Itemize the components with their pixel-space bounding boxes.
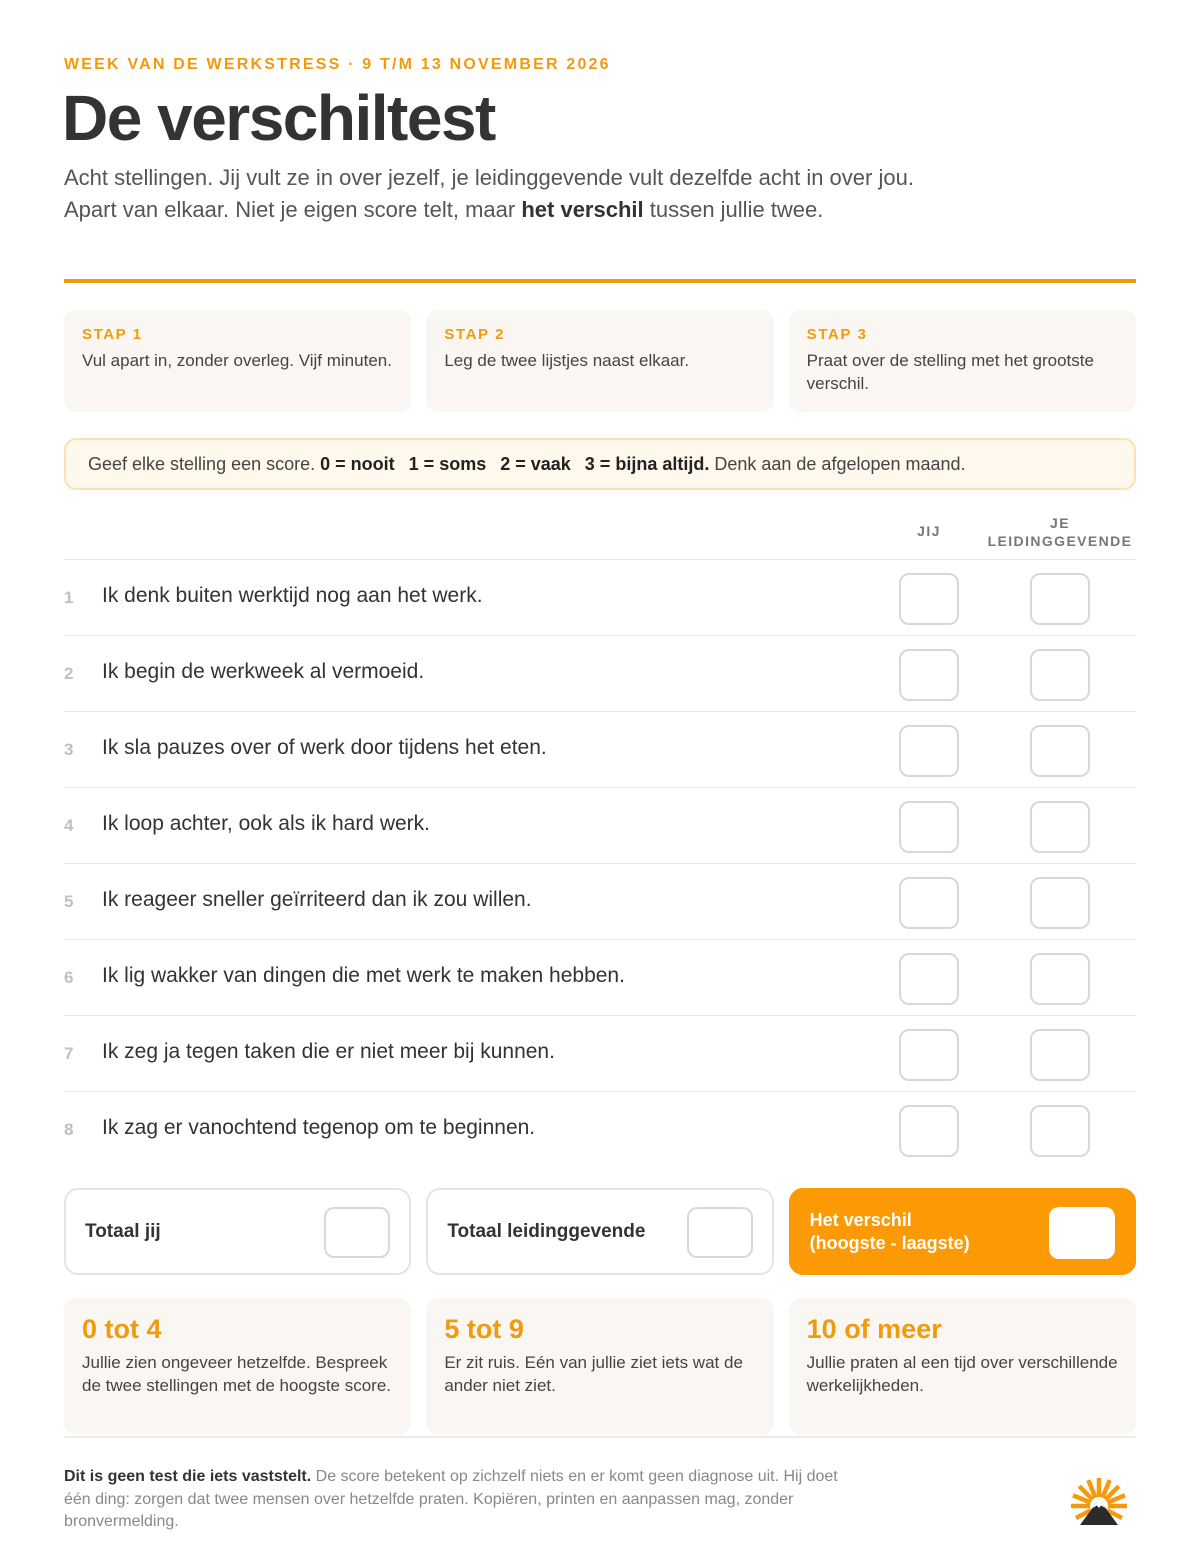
step-text: Leg de twee lijstjes naast elkaar. xyxy=(444,351,690,370)
footer-bold: Dit is geen test die iets vaststelt. xyxy=(64,1468,312,1485)
range-card xyxy=(789,1298,1136,1435)
total-self-label: Totaal jij xyxy=(85,1220,161,1242)
total-difference-line2: (hoogste - laagste) xyxy=(809,1232,970,1253)
page-title: De verschiltest xyxy=(62,82,495,154)
column-header-manager-line2: LEIDINGGEVENDE xyxy=(987,533,1133,549)
range-text: Jullie praten al een tijd over verschillende werkelijkheden. xyxy=(806,1353,1118,1395)
legend-scale-1: 1 = soms xyxy=(408,453,487,474)
column-header-manager xyxy=(980,514,1140,550)
range-card xyxy=(64,1298,411,1435)
total-manager xyxy=(426,1188,773,1275)
statement-text: Ik begin de werkweek al vermoeid. xyxy=(102,660,425,683)
total-manager-label: Totaal leidinggevende xyxy=(447,1220,646,1242)
legend-prefix: Geef elke stelling een score. xyxy=(88,453,316,474)
score-box-manager[interactable] xyxy=(1030,1105,1090,1157)
statement-number: 1 xyxy=(64,588,74,607)
range-text: Jullie zien ongeveer hetzelfde. Bespreek de twee stellingen met de hoogste score. xyxy=(82,1353,392,1395)
steps xyxy=(64,310,1136,412)
score-box-self[interactable] xyxy=(899,725,959,777)
statement-text: Ik loop achter, ook als ik hard werk. xyxy=(102,812,430,835)
statement-number: 5 xyxy=(64,892,74,911)
total-self-box[interactable] xyxy=(324,1207,390,1258)
footer-text: De score betekent op zichzelf niets en er komt geen diagnose uit. Hij doet één ding: zorgen dat twee mensen over hetzelfde praten. Kopiëren, printen en aanpassen mag, zonder bronvermelding. xyxy=(64,1468,838,1530)
intro-text xyxy=(64,162,964,226)
statement-row xyxy=(64,635,1136,711)
total-difference-box[interactable] xyxy=(1049,1207,1115,1259)
statement-number: 4 xyxy=(64,816,74,835)
step-label: STAP 2 xyxy=(444,326,506,343)
score-box-manager[interactable] xyxy=(1030,877,1090,929)
header-divider xyxy=(64,279,1136,283)
total-difference-label xyxy=(810,1209,970,1255)
score-box-self[interactable] xyxy=(899,1105,959,1157)
score-box-manager[interactable] xyxy=(1030,725,1090,777)
column-header-self: JIJ xyxy=(917,523,941,539)
total-manager-box[interactable] xyxy=(687,1207,753,1258)
statement-text: Ik zeg ja tegen taken die er niet meer bij kunnen. xyxy=(102,1040,555,1063)
total-self xyxy=(64,1188,411,1275)
score-ranges xyxy=(64,1298,1136,1435)
statement-row xyxy=(64,711,1136,787)
statement-number: 8 xyxy=(64,1120,74,1139)
footer-disclaimer xyxy=(64,1466,854,1534)
sunrise-mountain-icon xyxy=(1068,1468,1130,1530)
statement-row xyxy=(64,559,1136,635)
score-box-manager[interactable] xyxy=(1030,649,1090,701)
legend-scale-3: 3 = bijna altijd. xyxy=(584,453,710,474)
totals xyxy=(64,1188,1136,1275)
statement-row xyxy=(64,1091,1136,1167)
step-label: STAP 3 xyxy=(806,326,868,343)
range-text: Er zit ruis. Eén van jullie ziet iets wat de ander niet ziet. xyxy=(444,1353,743,1395)
score-box-self[interactable] xyxy=(899,649,959,701)
score-box-self[interactable] xyxy=(899,1029,959,1081)
score-box-self[interactable] xyxy=(899,801,959,853)
statement-number: 6 xyxy=(64,968,74,987)
statement-row xyxy=(64,787,1136,863)
step-text: Praat over de stelling met het grootste verschil. xyxy=(806,351,1094,393)
legend-scale-2: 2 = vaak xyxy=(500,453,571,474)
statement-number: 7 xyxy=(64,1044,74,1063)
step-label: STAP 1 xyxy=(82,326,143,343)
legend-suffix: Denk aan de afgelopen maand. xyxy=(714,453,966,474)
statement-row xyxy=(64,1015,1136,1091)
step-card xyxy=(789,310,1136,412)
score-box-self[interactable] xyxy=(899,953,959,1005)
step-card xyxy=(64,310,411,412)
total-difference-line1: Het verschil xyxy=(809,1209,912,1230)
footer-divider xyxy=(64,1436,1136,1438)
statement-row xyxy=(64,939,1136,1015)
statement-text: Ik denk buiten werktijd nog aan het werk. xyxy=(102,584,483,607)
statement-list xyxy=(64,559,1136,1167)
total-difference xyxy=(789,1188,1136,1275)
score-box-self[interactable] xyxy=(899,573,959,625)
legend-scale-0: 0 = nooit xyxy=(320,453,395,474)
score-box-manager[interactable] xyxy=(1030,801,1090,853)
range-title: 5 tot 9 xyxy=(444,1314,524,1344)
statement-text: Ik reageer sneller geïrriteerd dan ik zou willen. xyxy=(102,888,532,911)
statement-text: Ik lig wakker van dingen die met werk te maken hebben. xyxy=(102,964,625,987)
step-text: Vul apart in, zonder overleg. Vijf minuten. xyxy=(82,351,392,370)
column-header-manager-line1: JE xyxy=(1050,515,1070,531)
score-box-self[interactable] xyxy=(899,877,959,929)
range-card xyxy=(426,1298,773,1435)
step-card xyxy=(426,310,773,412)
statement-number: 3 xyxy=(64,740,74,759)
score-box-manager[interactable] xyxy=(1030,1029,1090,1081)
intro-before: Acht stellingen. Jij vult ze in over jezelf, je leidinggevende vult dezelfde acht in over jou. Apart van elkaar. Niet je eigen score telt, maar xyxy=(64,165,914,222)
range-title: 10 of meer xyxy=(806,1314,942,1344)
score-box-manager[interactable] xyxy=(1030,953,1090,1005)
statement-number: 2 xyxy=(64,664,74,683)
score-legend xyxy=(64,438,1136,490)
range-title: 0 tot 4 xyxy=(82,1314,162,1344)
statement-text: Ik zag er vanochtend tegenop om te beginnen. xyxy=(102,1116,536,1139)
event-eyebrow: WEEK VAN DE WERKSTRESS · 9 T/M 13 NOVEMBER 2026 xyxy=(64,56,611,73)
score-box-manager[interactable] xyxy=(1030,573,1090,625)
statement-text: Ik sla pauzes over of werk door tijdens het eten. xyxy=(102,736,547,759)
intro-after: tussen jullie twee. xyxy=(643,197,824,222)
intro-bold: het verschil xyxy=(521,197,644,222)
statement-row xyxy=(64,863,1136,939)
